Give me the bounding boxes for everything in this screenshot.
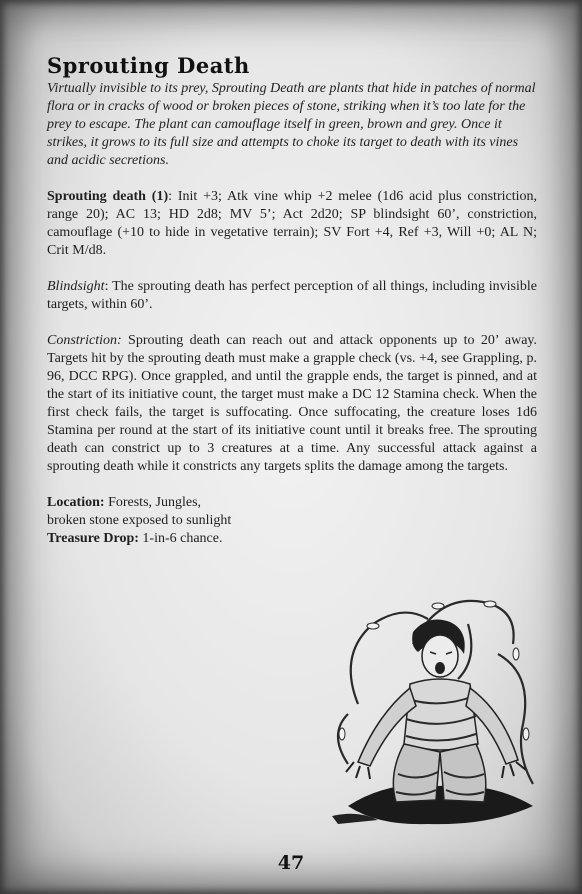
monster-title: Sprouting Death [47,53,250,78]
location-label: Location: [47,495,105,510]
blindsight-paragraph [47,278,537,314]
treasure-label: Treasure Drop: [47,531,139,546]
constriction-label: Constriction: [47,333,122,348]
location-line [47,494,537,512]
stat-block-name: Sprouting death (1) [47,189,169,204]
location-line1: Forests, Jungles, [104,495,202,510]
constriction-text: Sprouting death can reach out and attack opponents up to 20’ away. Targets hit by the sprouting death must make a grapple check (vs. +4, see Grappling, p. 96, DCC RPG). Once grappled, and until the grapple ends, the target is pinned, and at the start of its initiative count, the target must make a DC 12 Stamina check. When the first check fails, the target is suffocating. Once suffocating, the creature loses 1d6 Stamina per round at the start of its initiative count until it breaks free. The sprouting death can constrict up to 3 creatures at a time. Any successful attack against a sprouting death while it constricts any targets splits the damage among the targets. [47,333,537,474]
stat-block-text: : Init +3; Atk vine whip +2 melee (1d6 acid plus constriction, range 20); AC 13; HD 2d8; MV 5’; Act 2d20; SP blindsight 60’, constriction, camouflage (+10 to hide in vegetative terrain); SV Fort +4, Ref +3, Will +0; AL N; Crit M/d8. [47,189,537,258]
monster-illustration [318,584,548,830]
treasure-line [47,530,537,548]
treasure-text: 1-in-6 chance. [138,531,223,546]
location-line-2: broken stone exposed to sunlight [47,513,232,528]
spacer [47,170,537,188]
stat-block [47,188,537,260]
blindsight-label: Blindsight [47,279,105,294]
constriction-paragraph [47,332,537,476]
monster-intro: Virtually invisible to its prey, Sprouting Death are plants that hide in patches of normal flora or in cracks of wood or broken pieces of stone, striking when it’s too late for the prey to escape. The plant can camouflage itself in green, brown and grey. Once it strikes, it grows to its full size and attempts to choke its target to death with its vines and acidic secretions. [47,81,536,168]
page-content [47,52,537,548]
spacer [47,314,537,332]
spacer [47,476,537,494]
spacer [47,260,537,278]
page-number: 47 [277,852,305,874]
blindsight-text: : The sprouting death has perfect perception of all things, including invisible targets, within 60’. [47,279,537,312]
